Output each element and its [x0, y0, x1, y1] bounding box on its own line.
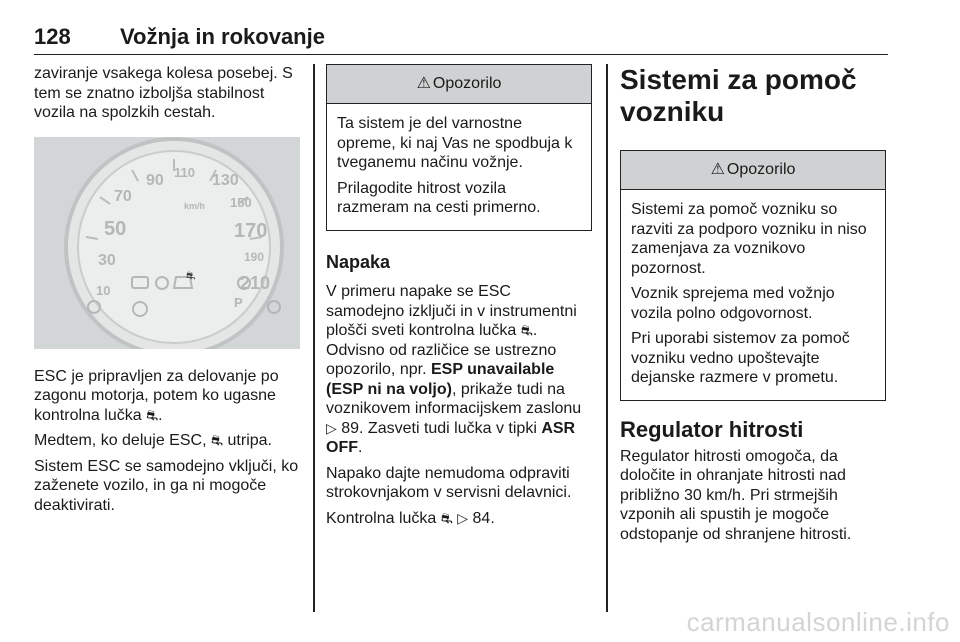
gauge-number: 150: [230, 194, 252, 210]
chapter-title: Vožnja in rokovanje: [120, 24, 325, 49]
gauge-number: 210: [240, 272, 271, 293]
column-divider: [313, 64, 315, 612]
esc-icon: ⛐: [210, 432, 224, 448]
warning-header: [327, 65, 591, 104]
gauge-unit: km/h: [184, 200, 206, 211]
gauge-number: 10: [96, 282, 111, 298]
warning-title: Opozorilo: [432, 75, 502, 92]
page-ref[interactable]: 89: [341, 419, 360, 437]
esc-icon: ⛐: [440, 509, 453, 526]
cruise-control-heading: Regulator hitrosti: [620, 416, 804, 442]
column-2: [326, 64, 592, 534]
warning-text: Prilagodite hitrost vozila razmeram na cesti primerno.: [337, 179, 541, 216]
page-ref-icon: ▷: [457, 509, 469, 526]
esc-icon: ⛐: [520, 322, 533, 338]
page-ref[interactable]: 84: [472, 509, 491, 527]
fault-heading: Napaka: [326, 251, 391, 272]
gauge-number: 190: [244, 249, 265, 264]
fault-repair-text: Napako dajte nemudoma odpraviti strokovnjakom v servisni delavnici.: [326, 464, 572, 501]
section-title: Sistemi za pomoč vozniku: [620, 64, 857, 127]
gauge-number: 170: [234, 219, 268, 242]
column-divider: [606, 64, 608, 612]
cruise-control-text: Regulator hitrosti omogoča, da določite in ohranjate hitrosti nad približno 30 km/h. Pri strmejših vzponih ali spustih je mogoče odstopanje od shranjene hitrosti.: [620, 447, 852, 543]
gauge-number: 50: [104, 217, 127, 240]
gauge-p-symbol: P: [234, 294, 243, 310]
fault-text: V primeru napake se ESC samodejno izključi in v instrumentni plošči sveti kontrolna lučka ⛐. Odvisno od različice se ustrezno opozorilo, npr. ESP unavailable (ESP ni na voljo), prikaže tudi na voznikovem informacijskem zaslonu ▷ 89. Zasveti tudi lučka v tipki ASR OFF.: [326, 283, 582, 456]
warning-triangle-icon: ⚠: [416, 75, 431, 92]
esc-off-icon: ⛐: [146, 406, 159, 423]
speedometer-image: [34, 137, 300, 349]
watermark: carmanualsonline.info: [686, 607, 950, 637]
esc-auto-text: Sistem ESC se samodejno vključi, ko zaženete vozilo, in ga ni mogoče deaktivirati.: [34, 457, 299, 514]
gauge-number: 130: [212, 171, 239, 189]
page-header: [34, 14, 888, 55]
gauge-number: 70: [114, 187, 132, 205]
column-3: [620, 64, 886, 550]
warning-box: [620, 150, 886, 401]
page-ref-icon: ▷: [326, 419, 337, 436]
warning-text: Ta sistem je del varnostne opreme, ki naj Vas ne spodbuja k tveganemu načinu vožnje.: [337, 115, 573, 171]
esc-ready-text: ESC je pripravljen za delovanje po zagonu motorja, potem ko ugasne kontrolna lučka ⛐.: [34, 367, 279, 424]
page-number: 128: [34, 24, 71, 49]
warning-title: Opozorilo: [726, 161, 796, 178]
warning-text: Sistemi za pomoč vozniku so razviti za podporo vozniku in niso zamenjava za voznikovo pozornost.: [631, 201, 867, 277]
warning-text: Voznik sprejema med vožnjo vozila polno odgovornost.: [631, 285, 835, 322]
gauge-number: 30: [98, 251, 116, 269]
warning-triangle-icon: ⚠: [710, 161, 725, 178]
indicator-ref-text: Kontrolna lučka ⛐ ▷ 84.: [326, 509, 495, 527]
esc-active-text: Medtem, ko deluje ESC, ⛐ utripa.: [34, 432, 272, 449]
warning-header: [621, 151, 885, 190]
esc-indicator-icon: ⛐: [186, 268, 196, 282]
warning-text: Pri uporabi sistemov za pomoč vozniku vedno upoštevajte dejanske razmere v prometu.: [631, 330, 850, 386]
column-1: [34, 64, 300, 521]
gauge-number: 90: [146, 171, 164, 189]
gauge-number: 110: [174, 164, 195, 180]
intro-text: zaviranje vsakega kolesa posebej. S tem se znatno izboljša stabilnost vozila na spolzkih cestah.: [34, 65, 293, 121]
warning-box: [326, 64, 592, 231]
